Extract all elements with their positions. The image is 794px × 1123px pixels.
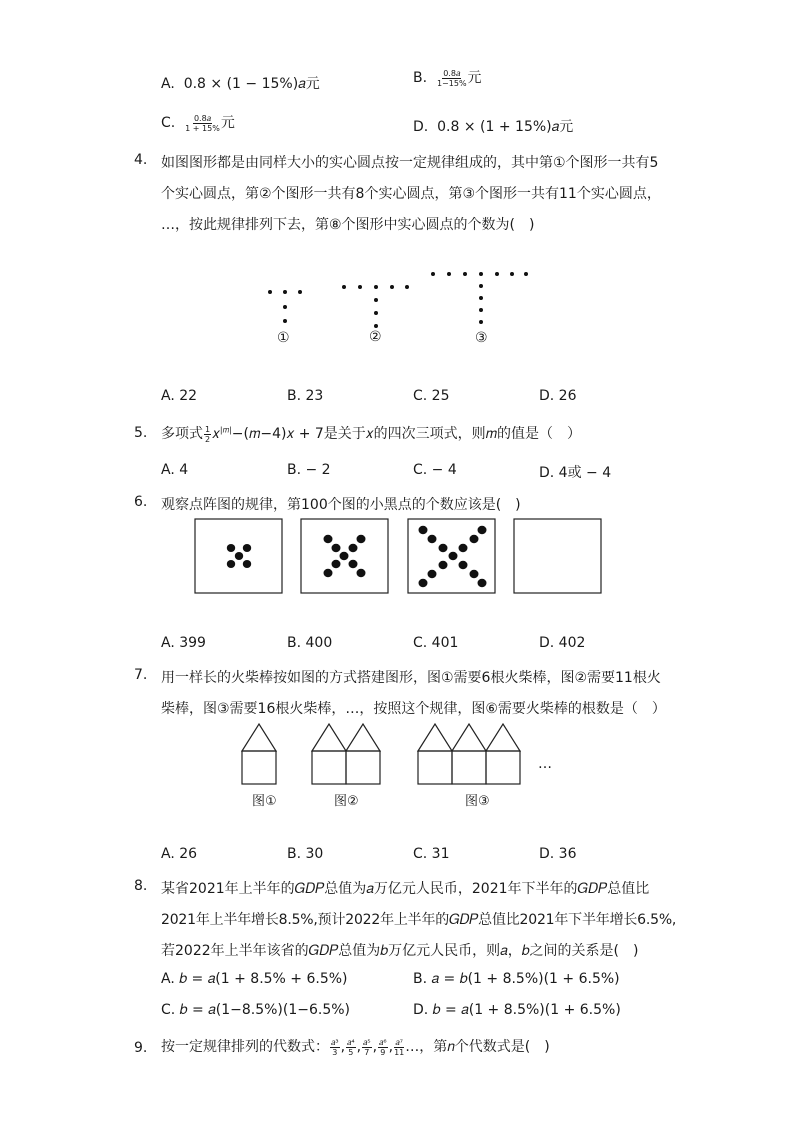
- q7-number: 7.: [134, 667, 148, 683]
- q7-option-a: A. 26: [161, 846, 198, 862]
- q5-option-d: D. 4或 − 4: [539, 465, 612, 481]
- q7-option-b: B. 30: [287, 846, 324, 862]
- q9-stem: 按一定规律排列的代数式： $\frac{\text{𝑎³}}{3}$ , $\frac{\text{𝑎⁴}}{5}$ , $\frac{\text{𝑎⁵}}{7}$ , $\frac{\text{𝑎⁶}}{9}$ , $\frac{\text{𝑎⁷}}{11}$ …，第𝑛个代数式是( ): [161, 1037, 550, 1057]
- q7-figure-2: [312, 724, 380, 784]
- q7-option-c: C. 31: [413, 846, 450, 862]
- q5-option-b: B. − 2: [287, 462, 331, 478]
- q7-figure-3: [418, 724, 520, 784]
- q8-line-1: 某省2021年上半年的𝐺𝐷𝑃总值为𝑎万亿元人民币，2021年下半年的𝐺𝐷𝑃总值比: [161, 881, 650, 897]
- q9-fraction-1: $\frac{\text{𝑎³}}{3}$: [331, 1037, 339, 1057]
- q3-option-d: D. 0.8 × (1 + 15%)𝑎元: [413, 119, 574, 135]
- q8-option-a: A. 𝑏 = 𝑎(1 + 8.5% + 6.5%): [161, 971, 348, 987]
- q4-number: 4.: [134, 152, 148, 168]
- q4-line-2: 个实心圆点，第②个图形一共有8个实心圆点，第③个图形一共有11个实心圆点，: [161, 186, 661, 202]
- q6-option-c: C. 401: [413, 635, 459, 651]
- q7-figure-1: [242, 724, 276, 784]
- q7-option-d: D. 36: [539, 846, 577, 862]
- q7-figure-label-2: 图②: [334, 794, 359, 809]
- q6-stem: 观察点阵图的规律，第100个图的小黑点的个数应该是( ): [161, 497, 521, 513]
- q4-figure-label-2: ②: [369, 329, 382, 345]
- q3-option-b: B. $\frac{\text{0.8𝑎}}{1-15\%}$ 元: [413, 68, 482, 88]
- q3-option-c-fraction: $\frac{\text{0.8𝑎}}{1 + 15\%}$: [185, 113, 220, 133]
- q8-line-3: 若2022年上半年该省的𝐺𝐷𝑃总值为𝑏万亿元人民币，则𝑎，𝑏之间的关系是( ): [161, 943, 639, 959]
- q3-option-c: C. $\frac{\text{0.8𝑎}}{1 + 15\%}$ 元: [161, 113, 235, 133]
- q3-option-b-fraction: $\frac{\text{0.8𝑎}}{1-15\%}$: [436, 68, 467, 88]
- q8-option-d: D. 𝑏 = 𝑎(1 + 8.5%)(1 + 6.5%): [413, 1002, 621, 1018]
- q6-option-a: A. 399: [161, 635, 206, 651]
- q4-figure-label-3: ③: [475, 330, 488, 346]
- q9-fraction-2: $\frac{\text{𝑎⁴}}{5}$: [347, 1037, 355, 1057]
- q5-fraction: $\frac{1}{2}$: [205, 424, 211, 444]
- q5-number: 5.: [134, 425, 148, 441]
- q6-option-d: D. 402: [539, 635, 586, 651]
- q8-number: 8.: [134, 878, 148, 894]
- q4-option-a: A. 22: [161, 388, 198, 404]
- q7-ellipsis: …: [538, 756, 552, 772]
- q7-line-2: 柴棒，图③需要16根火柴棒，…，按照这个规律，图⑥需要火柴棒的根数是（ ）: [161, 701, 666, 717]
- q4-figure-label-1: ①: [277, 330, 290, 346]
- q4-option-c: C. 25: [413, 388, 450, 404]
- q4-line-3: …，按此规律排列下去，第⑧个图形中实心圆点的个数为( ): [161, 217, 535, 233]
- q9-fraction-5: $\frac{\text{𝑎⁷}}{11}$: [394, 1037, 405, 1057]
- q8-option-b: B. 𝑎 = 𝑏(1 + 8.5%)(1 + 6.5%): [413, 971, 620, 987]
- q5-option-c: C. − 4: [413, 462, 457, 478]
- q4-line-1: 如图图形都是由同样大小的实心圆点按一定规律组成的，其中第①个图形一共有5: [161, 155, 659, 171]
- q5-option-a: A. 4: [161, 462, 189, 478]
- q6-number: 6.: [134, 494, 148, 510]
- q4-option-b: B. 23: [287, 388, 324, 404]
- q9-number: 9.: [134, 1040, 148, 1056]
- q5-stem: 多项式 $\frac{1}{2}$ 𝑥$^{|𝑚|}$−(𝑚−4)𝑥 + 7是关于𝑥的四次三项式，则𝑚的值是（ ）: [161, 424, 581, 444]
- q8-line-2: 2021年上半年增长8.5%,预计2022年上半年的𝐺𝐷𝑃总值比2021年下半年增长6.5%,: [161, 912, 677, 928]
- q6-option-b: B. 400: [287, 635, 333, 651]
- q7-figure-label-3: 图③: [465, 794, 490, 809]
- q4-option-d: D. 26: [539, 388, 577, 404]
- q9-fraction-4: $\frac{\text{𝑎⁶}}{9}$: [379, 1037, 387, 1057]
- q7-line-1: 用一样长的火柴棒按如图的方式搭建图形，图①需要6根火柴棒，图②需要11根火: [161, 670, 661, 686]
- q7-figure-label-1: 图①: [252, 794, 277, 809]
- q3-option-a: A. 0.8 × (1 − 15%)𝑎元: [161, 76, 320, 92]
- q8-option-c: C. 𝑏 = 𝑎(1−8.5%)(1−6.5%): [161, 1002, 350, 1018]
- q9-fraction-3: $\frac{\text{𝑎⁵}}{7}$: [363, 1037, 371, 1057]
